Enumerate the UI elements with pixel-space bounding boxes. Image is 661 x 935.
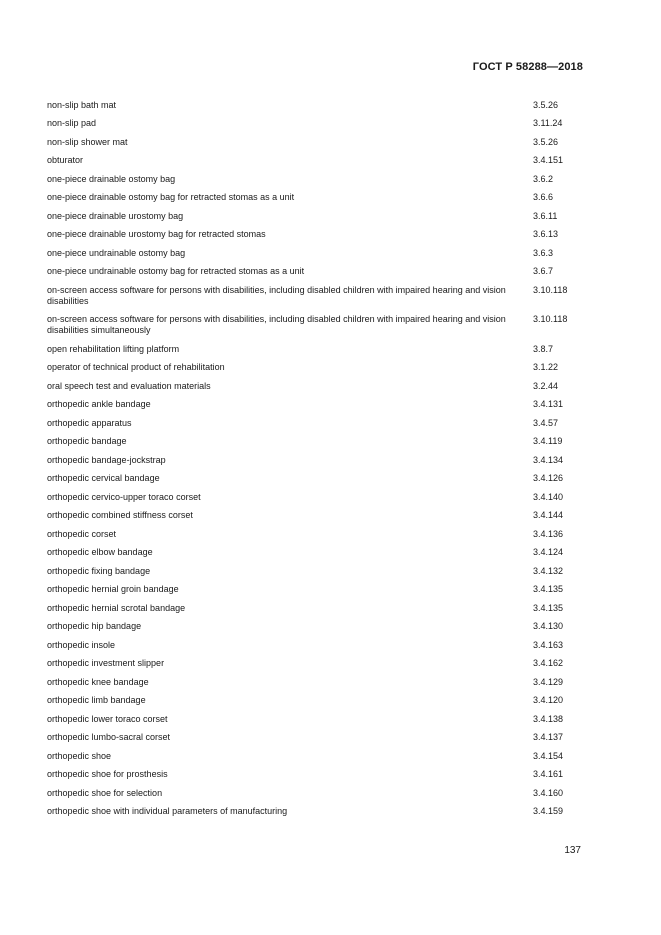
index-entry: [47, 189, 587, 208]
index-reference: 3.6.3: [533, 247, 554, 258]
index-entry: [47, 784, 587, 803]
index-reference: 3.4.144: [533, 510, 564, 520]
index-reference: 3.10.118: [533, 314, 568, 324]
index-entry: [47, 359, 587, 378]
index-entry: [47, 340, 587, 359]
index-entry: [47, 525, 587, 544]
index-term: orthopedic shoe: [47, 750, 112, 761]
index-entry: [47, 562, 587, 581]
index-term: orthopedic lower toraco corset: [47, 713, 168, 724]
index-term: orthopedic cervico-upper toraco corset: [47, 491, 201, 502]
index-entry: [47, 170, 587, 189]
index-entry: [47, 96, 587, 115]
index-reference: 3.4.120: [533, 695, 564, 705]
index-term: orthopedic hip bandage: [47, 621, 142, 631]
index-entry: [47, 115, 587, 134]
index-entry: [47, 673, 587, 692]
index-reference: 3.4.163: [533, 639, 564, 650]
index-reference: 3.4.129: [533, 676, 564, 687]
index-term: non-slip pad: [47, 118, 97, 128]
index-term: orthopedic hernial scrotal bandage: [47, 602, 186, 613]
index-entry: [47, 263, 587, 282]
index-reference: 3.4.134: [533, 454, 564, 465]
index-entry: [47, 451, 587, 470]
index-reference: 3.11.24: [533, 118, 563, 128]
index-term: open rehabilitation lifting platform: [47, 343, 180, 354]
index-reference: 3.4.131: [533, 399, 564, 409]
index-entry: [47, 207, 587, 226]
index-term: obturator: [47, 155, 84, 165]
index-term: orthopedic shoe for selection: [47, 787, 163, 798]
index-term: one-piece drainable urostomy bag: [47, 210, 184, 221]
index-reference: 3.4.130: [533, 621, 564, 631]
index-entry: [47, 507, 587, 526]
index-reference: 3.5.26: [533, 136, 559, 147]
index-term: orthopedic elbow bandage: [47, 547, 153, 557]
index-term: orthopedic corset: [47, 528, 117, 539]
index-entry: [47, 396, 587, 415]
page-number: 137: [564, 845, 581, 856]
index-reference: 3.4.135: [533, 584, 564, 594]
index-term: orthopedic hernial groin bandage: [47, 584, 179, 594]
index-reference: 3.4.160: [533, 787, 564, 798]
index-term: one-piece drainable ostomy bag: [47, 173, 176, 184]
index-reference: 3.4.159: [533, 806, 564, 816]
index-reference: 3.4.126: [533, 473, 564, 483]
index-term: orthopedic insole: [47, 639, 116, 650]
index-reference: 3.4.140: [533, 491, 564, 502]
index-entry: [47, 152, 587, 171]
index-entry: [47, 710, 587, 729]
index-term: non-slip shower mat: [47, 136, 128, 147]
index-reference: 3.4.154: [533, 750, 564, 761]
index-entry: [47, 747, 587, 766]
index-term: orthopedic fixing bandage: [47, 565, 151, 576]
index-term: one-piece undrainable ostomy bag for retracted stomas as a unit: [47, 266, 305, 276]
index-term: orthopedic shoe with individual parameters of manufacturing: [47, 806, 288, 816]
index-term: operator of technical product of rehabilitation: [47, 362, 225, 372]
term-index-list: [47, 96, 587, 821]
index-term: orthopedic bandage-jockstrap: [47, 454, 166, 465]
index-reference: 3.4.135: [533, 602, 564, 613]
document-standard-code: ГОСТ Р 58288—2018: [472, 61, 583, 73]
index-entry: [47, 414, 587, 433]
index-reference: 3.5.26: [533, 99, 559, 110]
index-reference: 3.6.6: [533, 192, 554, 202]
index-entry: [47, 244, 587, 263]
index-reference: 3.4.138: [533, 713, 564, 724]
index-term: orthopedic ankle bandage: [47, 399, 151, 409]
index-reference: 3.4.119: [533, 436, 563, 446]
index-reference: 3.2.44: [533, 380, 559, 391]
index-entry: [47, 377, 587, 396]
index-reference: 3.1.22: [533, 362, 559, 372]
index-term: orthopedic limb bandage: [47, 695, 146, 705]
index-reference: 3.4.124: [533, 547, 564, 557]
index-term: on-screen access software for persons with disabilities, including disabled children with impaired hearing and vision disabilities: [47, 284, 506, 306]
index-term: orthopedic cervical bandage: [47, 473, 160, 483]
index-term: orthopedic lumbo-sacral corset: [47, 732, 171, 742]
index-reference: 3.4.137: [533, 732, 564, 742]
index-entry: [47, 470, 587, 489]
index-entry: [47, 599, 587, 618]
index-entry: [47, 692, 587, 711]
index-reference: 3.8.7: [533, 343, 554, 354]
index-term: one-piece undrainable ostomy bag: [47, 247, 186, 258]
index-entry: [47, 433, 587, 452]
index-reference: 3.6.11: [533, 210, 558, 221]
index-entry: [47, 803, 587, 822]
index-reference: 3.6.2: [533, 173, 554, 184]
index-term: orthopedic shoe for prosthesis: [47, 769, 168, 779]
index-entry: [47, 618, 587, 637]
index-entry: [47, 133, 587, 152]
index-entry: [47, 488, 587, 507]
index-term: orthopedic bandage: [47, 436, 127, 446]
index-term: orthopedic apparatus: [47, 417, 132, 428]
index-reference: 3.10.118: [533, 284, 568, 295]
index-entry: [47, 636, 587, 655]
index-term: non-slip bath mat: [47, 99, 117, 110]
index-entry: [47, 655, 587, 674]
index-entry: [47, 281, 587, 311]
index-term: oral speech test and evaluation materials: [47, 380, 211, 391]
index-entry: [47, 544, 587, 563]
index-term: one-piece drainable ostomy bag for retracted stomas as a unit: [47, 192, 295, 202]
index-term: orthopedic combined stiffness corset: [47, 510, 193, 520]
index-term: orthopedic investment slipper: [47, 658, 165, 668]
index-term: one-piece drainable urostomy bag for retracted stomas: [47, 229, 266, 239]
index-entry: [47, 581, 587, 600]
index-reference: 3.4.161: [533, 769, 564, 779]
index-entry: [47, 766, 587, 785]
index-reference: 3.6.13: [533, 229, 559, 239]
index-reference: 3.6.7: [533, 266, 554, 276]
index-reference: 3.4.151: [533, 155, 564, 165]
index-term: on-screen access software for persons with disabilities, including disabled children with impaired hearing and vision disabilities simultaneously: [47, 314, 506, 335]
index-entry: [47, 311, 587, 341]
index-reference: 3.4.57: [533, 417, 559, 428]
index-entry: [47, 729, 587, 748]
index-term: orthopedic knee bandage: [47, 676, 149, 687]
index-reference: 3.4.132: [533, 565, 564, 576]
index-reference: 3.4.136: [533, 528, 564, 539]
index-entry: [47, 226, 587, 245]
index-reference: 3.4.162: [533, 658, 564, 668]
